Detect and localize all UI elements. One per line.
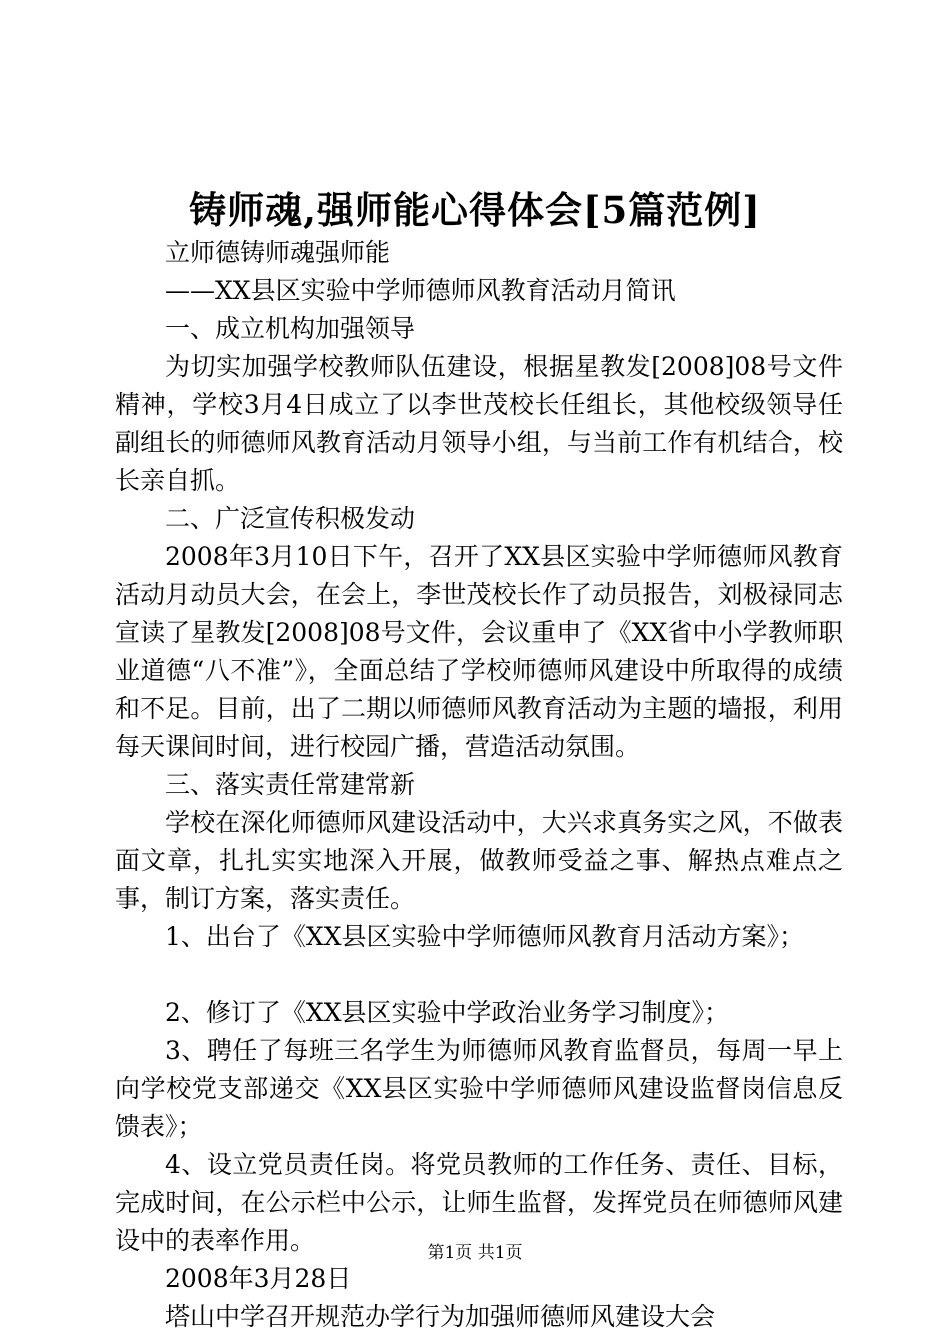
paragraph: 为切实加强学校教师队伍建设，根据星教发[2008]08号文件精神，学校3月4日成立了以李世茂校长任组长，其他校级领导任副组长的师德师风教育活动月领导小组，与当前工作有机结合，校长亲自抓。 bbox=[115, 352, 843, 495]
paragraph: 学校在深化师德师风建设活动中，大兴求真务实之风，不做表面文章，扎扎实实地深入开展，做教师受益之事、解热点难点之事，制订方案，落实责任。 bbox=[115, 808, 843, 913]
section-heading-1: 一、成立机构加强领导 bbox=[165, 314, 416, 343]
list-item: 2、修订了《XX县区实验中学政治业务学习制度》； bbox=[165, 998, 730, 1027]
paragraph: 塔山中学召开规范办学行为加强师德师风建设大会 bbox=[165, 1302, 716, 1331]
document-title: 铸师魂,强师能心得体会[5篇范例] bbox=[189, 188, 761, 232]
list-item: 4、设立党员责任岗。将党员教师的工作任务、责任、目标，完成时间，在公示栏中公示，让师生监督，发挥党员在师德师风建设中的表率作用。 bbox=[115, 1150, 843, 1255]
paragraph: 2008年3月10日下午，召开了XX县区实验中学师德师风教育活动月动员大会，在会上，李世茂校长作了动员报告，刘极禄同志宣读了星教发[2008]08号文件，会议重申了《XX省中小学教师职业道德“八不准”》，全面总结了学校师德师风建设中所取得的成绩和不足。目前，出了二期以师德师风教育活动为主题的墙报，利用每天课间时间，进行校园广播，营造活动氛围。 bbox=[115, 542, 843, 761]
paragraph-subtitle: 立师德铸师魂强师能 bbox=[165, 238, 391, 267]
list-item: 1、出台了《XX县区实验中学师德师风教育月活动方案》； bbox=[165, 922, 805, 951]
section-heading-2: 二、广泛宣传积极发动 bbox=[165, 504, 416, 533]
page-footer: 第1页 共1页 bbox=[427, 1243, 523, 1263]
section-heading-3: 三、落实责任常建常新 bbox=[165, 770, 416, 799]
list-item: 3、聘任了每班三名学生为师德师风教育监督员，每周一早上向学校党支部递交《XX县区实验中学师德师风建设监督岗信息反馈表》； bbox=[115, 1036, 843, 1141]
document-body bbox=[115, 234, 843, 1336]
paragraph-date: 2008年3月28日 bbox=[165, 1264, 352, 1293]
paragraph-brief-header: ——XX县区实验中学师德师风教育活动月简讯 bbox=[165, 276, 676, 305]
